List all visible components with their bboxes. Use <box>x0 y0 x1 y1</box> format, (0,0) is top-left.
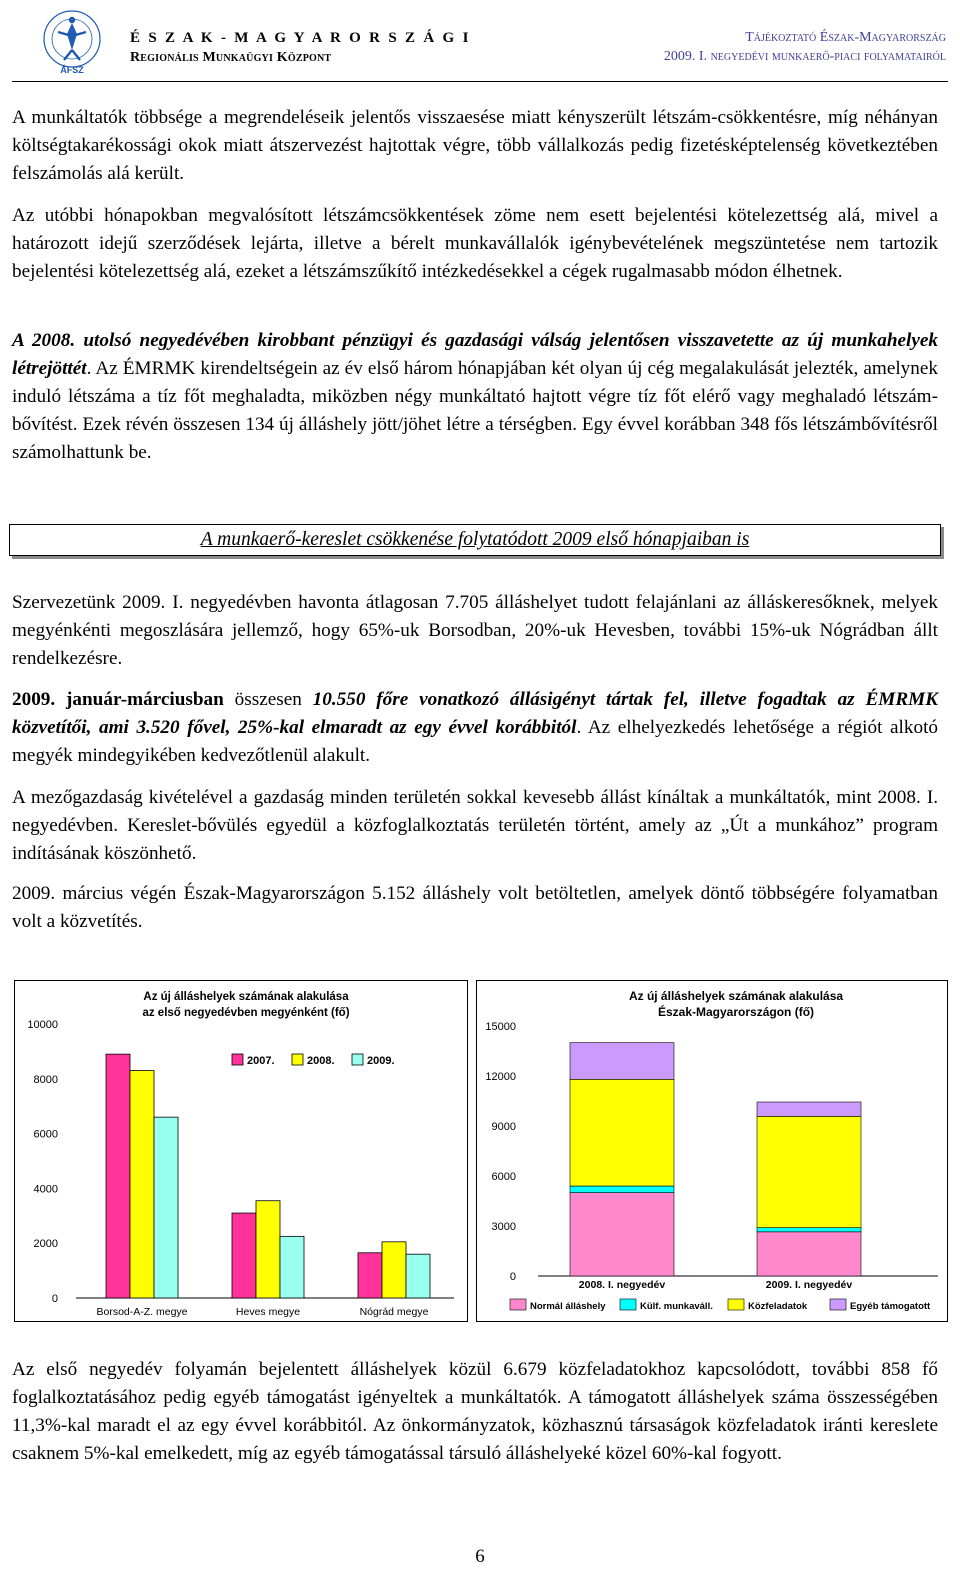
chart-1-legend-label: 2007. <box>247 1055 275 1067</box>
chart-2-legend-label: Közfeladatok <box>748 1301 808 1312</box>
organization-name <box>130 30 471 66</box>
chart-1-category-label: Borsod-A-Z. megye <box>96 1306 188 1318</box>
paragraph-5-date: 2009. január-márciusban <box>12 689 224 710</box>
page-header <box>12 0 948 82</box>
page-number: 6 <box>475 1546 485 1567</box>
chart-2-ytick-label: 9000 <box>491 1121 516 1133</box>
chart-2-ytick-label: 6000 <box>491 1171 516 1183</box>
paragraph-5 <box>12 686 938 770</box>
chart-1-bar <box>106 1054 130 1298</box>
afsz-logo-icon <box>28 6 116 76</box>
org-line-2: Regionális Munkaügyi Központ <box>130 50 332 65</box>
chart-1-title: Az új álláshelyek számának alakulása <box>143 991 349 1003</box>
chart-1-bar <box>256 1201 280 1298</box>
chart-1-legend-swatch <box>352 1054 363 1065</box>
chart-1-bar <box>406 1254 430 1298</box>
chart-2-legend-label: Külf. munkaváll. <box>640 1301 713 1312</box>
chart-1-ytick-label: 6000 <box>33 1128 58 1141</box>
chart-1-title: az első negyedévben megyénként (fő) <box>142 1007 350 1019</box>
paragraph-4: Szervezetünk 2009. I. negyedévben havonta átlagosan 7.705 álláshelyet tudott felajánlani az álláskeresőknek, melyek megyénkénti megoszlására jellemző, hogy 65%-uk Borsodban, 20%-uk Hevesben, további 15%-uk Nógrádban állt rendelkezésre. <box>12 592 938 669</box>
chart-2-legend-swatch <box>620 1299 636 1310</box>
chart-1-bar <box>232 1213 256 1298</box>
chart-2-bar-segment <box>757 1232 861 1276</box>
chart-new-jobs-region <box>476 980 948 1322</box>
chart-2-ytick-label: 3000 <box>491 1221 516 1233</box>
chart-2-bar-segment <box>757 1228 861 1232</box>
chart-new-jobs-by-county <box>14 980 468 1322</box>
paragraph-6: A mezőgazdaság kivételével a gazdaság minden területén sokkal kevesebb állást kínáltak a munkáltatók, mint 2008. I. negyedévben. Kereslet-bővülés egyedül a közfoglalkoztatás területén történt, amely az „Út a munkához” program indításának köszönhető. <box>12 787 938 864</box>
paragraph-5-emphasis: 10.550 főre vonatkozó állásigényt tártak fel, illetve fogadtak az ÉMRMK közvetítői, ami 3.520 fővel, 25%-kal elmaradt az egy évvel korábbitól <box>12 689 939 738</box>
chart-1-legend-swatch <box>292 1054 303 1065</box>
paragraph-7: 2009. március végén Észak-Magyarországon 5.152 álláshely volt betöltetlen, amelyek döntő többségére folyamatban volt a közvetítés. <box>12 883 938 932</box>
chart-2-bar-segment <box>757 1116 861 1227</box>
chart-2-bar-segment <box>570 1193 674 1276</box>
chart-2-bar-segment <box>570 1079 674 1186</box>
paragraph-3 <box>12 327 938 467</box>
paragraph-5-rest: . Az elhelyezkedés lehetősége a régiót alkotó megyék mindegyikében kedvezőtlenül alakult. <box>12 717 938 766</box>
chart-1-ytick-label: 8000 <box>33 1073 58 1086</box>
chart-1-bar <box>280 1236 304 1298</box>
chart-2-bar-segment <box>570 1043 674 1080</box>
chart-1-legend-swatch <box>232 1054 243 1065</box>
chart-2-title: Az új álláshelyek számának alakulása <box>628 989 844 1003</box>
chart-2-category-label: 2008. I. negyedév <box>578 1279 666 1291</box>
chart-1-ytick-label: 4000 <box>33 1183 58 1196</box>
report-title <box>664 30 946 65</box>
paragraph-3-emphasis: A 2008. utolsó negyedévében kirobbant pénzügyi és gazdasági válság jelentősen visszavetette az új munkahelyek létrejöttét <box>12 330 938 379</box>
paragraph-3-rest: . Az ÉMRMK kirendeltségein az év első három hónapjában két olyan új cég megalakulását jelezték, amelynek induló létszáma a tíz főt meghaladta, miközben négy munkáltató hajtott végre tíz főt elérő vagy meghaladó létszám-bővítést. Ezek révén összesen 134 új álláshely jött/jöhet létre a térségben. Egy évvel korábban 348 fős létszámbővítésről számolhattunk be. <box>12 358 938 463</box>
chart-2-frame <box>477 981 948 1322</box>
chart-1-bar <box>358 1253 382 1298</box>
paragraph-5-join: összesen <box>223 689 313 710</box>
chart-1-legend-label: 2008. <box>307 1055 335 1067</box>
org-line-1: É S Z A K - M A G Y A R O R S Z Á G I <box>130 30 471 46</box>
section-heading <box>9 524 941 556</box>
chart-1-category-label: Heves megye <box>235 1306 301 1318</box>
report-line-2: 2009. I. negyedévi munkaerő-piaci folyamatairól <box>663 49 946 64</box>
chart-2-legend-swatch <box>510 1299 526 1310</box>
chart-2-title: Észak-Magyarországon (fő) <box>657 1005 815 1019</box>
section-heading-text: A munkaerő-kereslet csökkenése folytatódott 2009 első hónapjaiban is <box>200 529 750 550</box>
report-line-1: Tájékoztató Észak-Magyarország <box>745 30 946 45</box>
chart-1-ytick-label: 2000 <box>33 1238 58 1251</box>
chart-1-bar <box>130 1071 154 1298</box>
chart-2-legend-label: Normál álláshely <box>530 1301 606 1312</box>
paragraph-2: Az utóbbi hónapokban megvalósított létszámcsökkentések zöme nem esett bejelentési kötelezettség alá, mivel a határozott idejű szerződések lejárta, illetve a bérelt munkavállalók igénybevételének megszüntetése nem tartozik bejelentési kötelezettség alá, ezeket a létszámszűkítő intézkedésekkel a cégek rugalmasabb módon élhetnek. <box>12 205 938 282</box>
chart-2-legend-swatch <box>728 1299 744 1310</box>
chart-1-legend-label: 2009. <box>367 1055 395 1067</box>
chart-1-bar <box>382 1242 406 1298</box>
chart-1-bar <box>154 1117 178 1298</box>
chart-1-category-label: Nógrád megye <box>359 1306 429 1318</box>
chart-2-category-label: 2009. I. negyedév <box>765 1279 853 1291</box>
chart-2-bar-segment <box>570 1186 674 1193</box>
chart-2-bar-segment <box>757 1102 861 1116</box>
chart-2-ytick-label: 12000 <box>485 1071 516 1083</box>
chart-1-ytick-label: 0 <box>51 1293 58 1305</box>
chart-2-ytick-label: 0 <box>509 1271 516 1283</box>
chart-2-legend-label: Egyéb támogatott <box>850 1301 931 1312</box>
chart-1-ytick-label: 10000 <box>27 1019 58 1031</box>
paragraph-8: Az első negyedév folyamán bejelentett álláshelyek közül 6.679 közfeladatokhoz kapcsolódott, további 858 fő foglalkoztatásához pedig egyéb támogatást igényeltek a munkáltatók. A támogatott álláshelyek száma összességében 11,3%-kal maradt el az egy évvel korábbitól. Az önkormányzatok, közhasznú társaságok közfeladatok iránti kereslete csaknem 5%-kal emelkedett, míg az egyéb támogatással társuló álláshelyeké közel 60%-kal fogyott. <box>12 1359 938 1464</box>
logo-text: ÁFSZ <box>60 65 84 75</box>
paragraph-1: A munkáltatók többsége a megrendeléseik jelentős visszaesése miatt kényszerült létszám-csökkentésre, míg néhányan költségtakarékossági okok miatt átszervezést hajtottak végre, több vállalkozás pedig fizetésképtelenség következtében felszámolás alá került. <box>12 107 938 184</box>
chart-2-ytick-label: 15000 <box>485 1021 516 1033</box>
chart-2-legend-swatch <box>830 1299 846 1310</box>
